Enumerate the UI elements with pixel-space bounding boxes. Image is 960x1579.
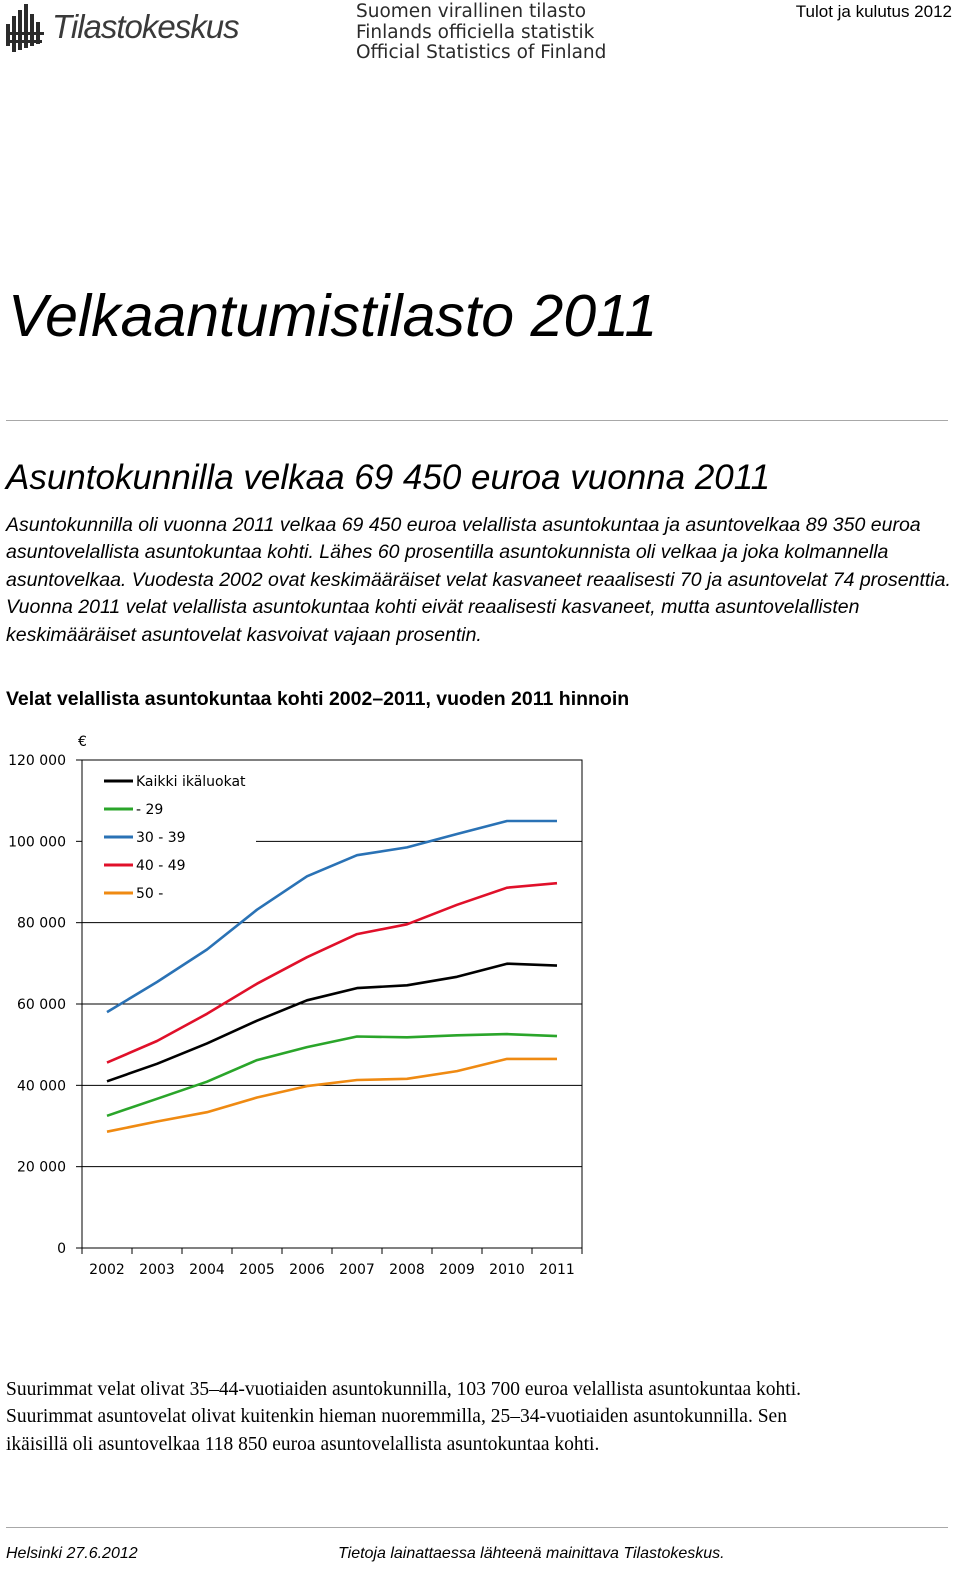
y-tick-label: 80 000 <box>17 915 66 932</box>
official-line-fi: Suomen virallinen tilasto <box>356 1 587 22</box>
y-axis-unit-label: € <box>78 734 87 750</box>
series-line <box>107 1059 557 1132</box>
body-line: Suurimmat velat olivat 35–44-vuotiaiden asuntokunnilla, 103 700 euroa velallista asuntokuntaa kohti. <box>6 1379 802 1400</box>
logo-text: Tilastokeskus <box>52 8 239 45</box>
y-tick-label: 120 000 <box>8 753 66 769</box>
footer-divider <box>6 1527 948 1528</box>
series-label: Tulot ja kulutus 2012 <box>795 2 952 21</box>
x-tick-label: 2002 <box>89 1262 125 1278</box>
body-line: Suurimmat asuntovelat olivat kuitenkin hieman nuoremmilla, 25–34-vuotiaiden asuntokunnilla. Sen <box>6 1406 787 1428</box>
legend-label: 30 - 39 <box>136 830 186 846</box>
legend-label: Kaikki ikäluokat <box>136 774 246 790</box>
headline: Asuntokunnilla velkaa 69 450 euroa vuonna 2011 <box>6 458 771 497</box>
x-tick-label: 2010 <box>489 1262 525 1278</box>
x-tick-label: 2009 <box>439 1262 475 1278</box>
debt-line-chart <box>0 726 600 1286</box>
footer-place-date: Helsinki 27.6.2012 <box>6 1545 138 1562</box>
series-line <box>107 1034 557 1116</box>
x-tick-label: 2011 <box>539 1262 575 1278</box>
body-paragraph <box>6 1376 956 1458</box>
document-title: Velkaantumistilasto 2011 <box>8 283 658 349</box>
y-tick-label: 0 <box>57 1241 66 1257</box>
legend-label: - 29 <box>136 802 164 818</box>
official-statistics-block <box>356 2 606 64</box>
official-line-sv: Finlands officiella statistik <box>356 21 595 43</box>
legend-label: 50 - <box>136 886 164 902</box>
x-tick-label: 2008 <box>389 1262 425 1278</box>
chart-heading: Velat velallista asuntokuntaa kohti 2002–2011, vuoden 2011 hinnoin <box>6 688 630 710</box>
official-line-en: Official Statistics of Finland <box>356 42 607 63</box>
x-tick-label: 2004 <box>189 1262 225 1278</box>
title-divider <box>6 420 948 421</box>
series-line <box>107 821 557 1012</box>
tilastokeskus-logo-icon <box>6 4 46 54</box>
x-tick-label: 2007 <box>339 1262 375 1278</box>
lead-paragraph: Asuntokunnilla oli vuonna 2011 velkaa 69 450 euroa velallista asuntokuntaa ja asuntovelkaa 89 350 euroa asuntovelallista asuntokuntaa kohti. Lähes 60 prosentilla asuntokunnista oli velkaa ja joka kolmannella asuntovelkaa. Vuodesta 2002 ovat keskimääräiset velat kasvaneet reaalisesti 70 ja asuntovelat 74 prosenttia. Vuonna 2011 velat velallista asuntokuntaa kohti eivät reaalisesti kasvaneet, mutta asuntovelallisten keskimääräiset asuntovelat kasvoivat vajaan prosentin. <box>6 514 951 646</box>
x-tick-label: 2006 <box>289 1262 325 1278</box>
y-tick-label: 100 000 <box>8 834 66 851</box>
y-tick-label: 20 000 <box>17 1159 66 1176</box>
y-tick-label: 60 000 <box>17 997 66 1013</box>
y-tick-label: 40 000 <box>17 1078 66 1095</box>
footer-citation-note: Tietoja lainattaessa lähteenä mainittava Tilastokeskus. <box>338 1545 725 1562</box>
x-tick-label: 2005 <box>239 1262 275 1278</box>
body-line: ikäisillä oli asuntovelkaa 118 850 euroa asuntovelallista asuntokuntaa kohti. <box>6 1433 600 1455</box>
legend-label: 40 - 49 <box>136 858 186 874</box>
x-tick-label: 2003 <box>139 1262 175 1278</box>
